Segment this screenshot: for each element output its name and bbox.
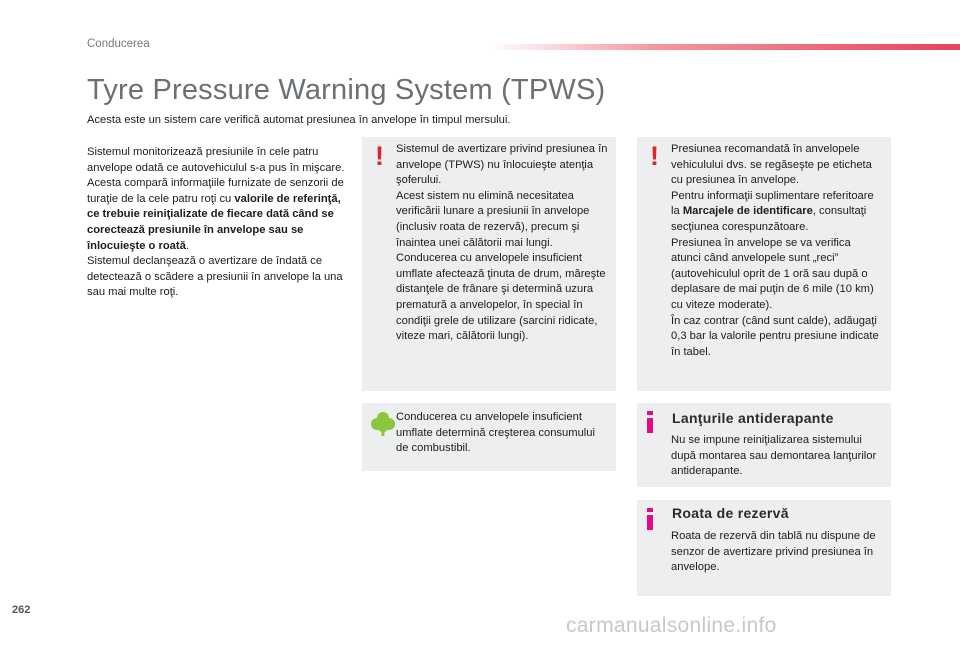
description-paragraph: Acesta compară informaţiile furnizate de senzorii de turaţie de la cele patru roţi cu valorile de referinţă, ce trebuie reiniţializate de fiecare dată când se corectează presiunile în anvelope sau se înlocuieşte o roată.: [87, 177, 344, 252]
exclamation-icon: !: [650, 141, 659, 171]
eco-text: Conducerea cu anvelopele insuficient umflate determină creşterea consumului de combustibil.: [396, 411, 595, 455]
section-label: Conducerea: [87, 38, 150, 50]
page-title: Tyre Pressure Warning System (TPWS): [87, 74, 606, 106]
warning-box-pressure: [637, 137, 891, 391]
watermark: carmanualsonline.info: [566, 614, 777, 637]
info-box-title: Roata de rezervă: [672, 505, 789, 521]
info-box-snow-chains: [637, 403, 891, 487]
tree-icon: [371, 411, 395, 437]
eco-box: [362, 403, 616, 471]
info-text: Roata de rezervă din tablă nu dispune de senzor de avertizare privind presiunea în anvelope.: [671, 530, 876, 574]
exclamation-icon: !: [375, 141, 384, 171]
main-description: [87, 145, 349, 301]
warning-paragraph: În caz contrar (când sunt calde), adăugaţi 0,3 bar la valorile pentru presiune indicate în tabel.: [671, 314, 879, 358]
page-number: 262: [12, 604, 31, 616]
warning-paragraph: Conducerea cu anvelopele insuficient umflate afectează ţinuta de drum, măreşte distanţele de frânare şi determină uzura prematură a anvelopelor, în special în condiţii grele de utilizare (sarcini ridicate, viteze mari, călătorii lungi).: [396, 252, 606, 343]
info-text: Nu se impune reiniţializarea sistemului după montarea sau demontarea lanţurilor antiderapante.: [671, 434, 877, 478]
warning-paragraph: Sistemul de avertizare privind presiunea în anvelope (TPWS) nu înlocuieşte atenţia şoferului.: [396, 143, 608, 187]
info-box-spare-wheel: [637, 500, 891, 596]
info-icon: [647, 411, 653, 433]
description-paragraph: Sistemul monitorizează presiunile în cele patru anvelope odată ce autovehiculul s-a pus în mişcare.: [87, 146, 345, 174]
header-accent-bar: [490, 44, 960, 50]
info-icon: [647, 508, 653, 530]
info-box-title: Lanţurile antiderapante: [672, 410, 834, 426]
emphasis-text: valorile de referinţă, ce trebuie reiniţializate de fiecare dată când se corectează presiunile în anvelope sau se înlocuieşte o roată: [87, 192, 341, 252]
warning-box-tpws: [362, 137, 616, 391]
warning-paragraph: Pentru informaţii suplimentare referitoare la Marcajele de identificare, consultaţi secţiunea corespunzătoare.: [671, 189, 874, 233]
intro-text: Acesta este un sistem care verifică automat presiunea în anvelope în timpul mersului.: [87, 114, 511, 126]
warning-paragraph: Presiunea recomandată în anvelopele vehiculului dvs. se regăseşte pe eticheta cu presiunea în anvelope.: [671, 143, 872, 187]
emphasis-text: Marcajele de identificare: [682, 205, 813, 218]
warning-paragraph: Acest sistem nu elimină necesitatea verificării lunare a presiunii în anvelope (inclusiv roata de rezervă), precum şi înaintea unei călătorii mai lungi.: [396, 189, 590, 249]
warning-paragraph: Presiunea în anvelope se va verifica atunci când anvelopele sunt „reci” (autovehiculul oprit de 1 oră sau după o deplasare de mai puţin de 6 mile (10 km) cu viteze moderate).: [671, 236, 874, 311]
description-paragraph: Sistemul declanşează o avertizare de îndată ce detectează o scădere a presiunii în anvelope la una sau mai multe roţi.: [87, 255, 343, 299]
